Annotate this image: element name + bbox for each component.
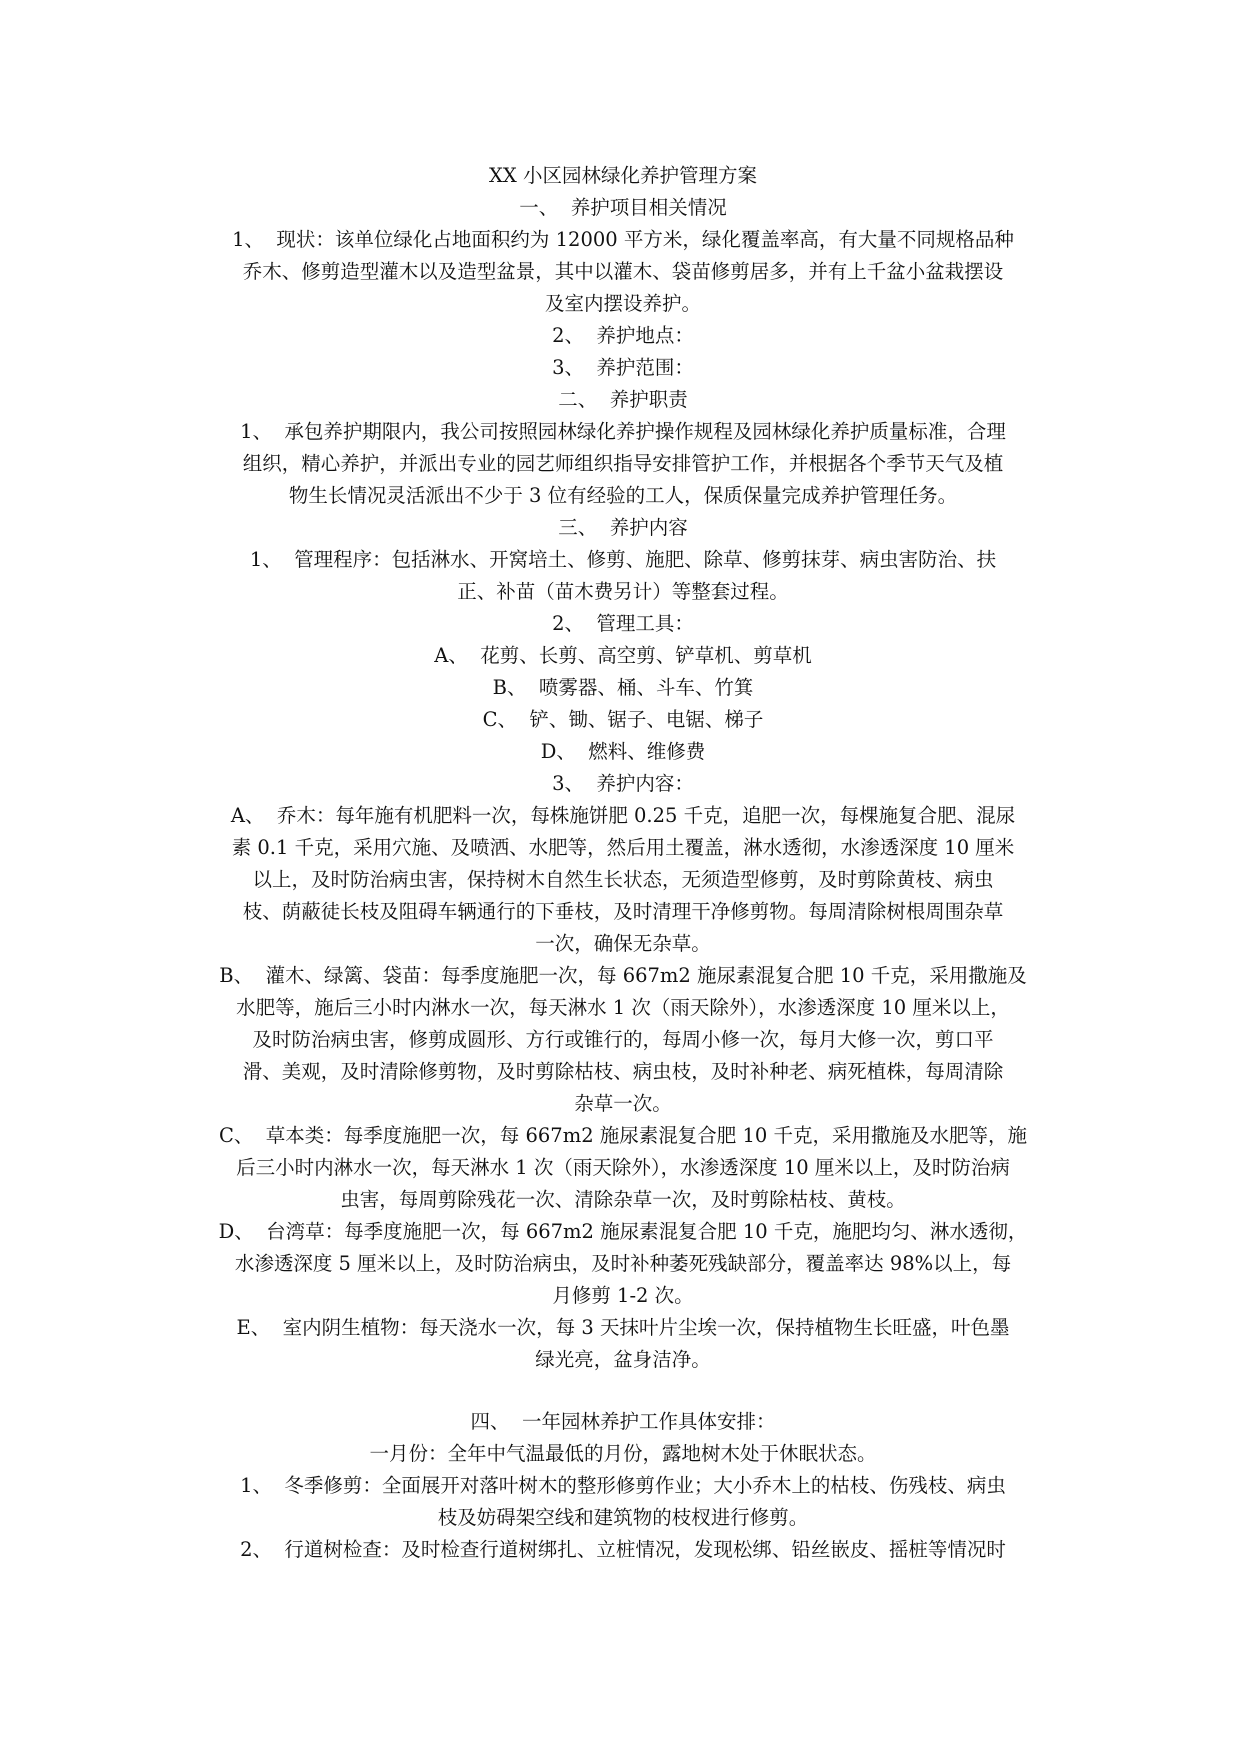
section-heading-2: 二、 养护职责 [558, 388, 688, 411]
text-line: 素 0.1 千克，采用穴施、及喷洒、水肥等，然后用土覆盖，淋水透彻，水渗透深度 10 厘米 [231, 836, 1015, 859]
text-line: 绿光亮，盆身洁净。 [535, 1348, 711, 1371]
text-line: D、 台湾草：每季度施肥一次，每 667m2 施尿素混复合肥 10 千克，施肥均匀、淋水透彻， [218, 1220, 1028, 1243]
tool-list-item: D、 燃料、维修费 [540, 740, 706, 763]
text-line: 组织，精心养护，并派出专业的园艺师组织指导安排管护工作，并根据各个季节天气及植 [242, 452, 1004, 475]
text-line: 1、 管理程序：包括淋水、开窝培土、修剪、施肥、除草、修剪抹芽、病虫害防治、扶 [249, 548, 997, 571]
text-line: 物生长情况灵活派出不少于 3 位有经验的工人，保质保量完成养护管理任务。 [288, 484, 958, 507]
text-line: 水渗透深度 5 厘米以上，及时防治病虫，及时补种萎死残缺部分，覆盖率达 98%以上，每 [234, 1252, 1012, 1275]
text-line: 3、 养护范围： [552, 356, 694, 379]
text-line: 后三小时内淋水一次，每天淋水 1 次（雨天除外），水渗透深度 10 厘米以上，及时防治病 [236, 1156, 1010, 1179]
text-line: 枝及妨碍架空线和建筑物的枝杈进行修剪。 [437, 1506, 809, 1529]
text-line: 及时防治病虫害，修剪成圆形、方行或锥行的，每周小修一次，每月大修一次，剪口平 [252, 1028, 994, 1051]
text-line: 及室内摆设养护。 [544, 292, 701, 315]
text-line: 2、 管理工具： [552, 612, 694, 635]
text-line: C、 草本类：每季度施肥一次，每 667m2 施尿素混复合肥 10 千克，采用撒施及水肥等，施 [218, 1124, 1028, 1147]
document-title: XX 小区园林绿化养护管理方案 [489, 164, 757, 187]
text-line: 水肥等，施后三小时内淋水一次，每天淋水 1 次（雨天除外），水渗透深度 10 厘米以上， [236, 996, 1010, 1019]
text-line: 1、 现状：该单位绿化占地面积约为 12000 平方米，绿化覆盖率高，有大量不同规格品种 [232, 228, 1014, 251]
section-heading-1: 一、 养护项目相关情况 [519, 196, 727, 219]
text-line: 虫害，每周剪除残花一次、清除杂草一次，及时剪除枯枝、黄枝。 [340, 1188, 906, 1211]
tool-list-item: B、 喷雾器、桶、斗车、竹箕 [492, 676, 754, 699]
text-line: 一月份：全年中气温最低的月份，露地树木处于休眠状态。 [369, 1442, 877, 1465]
text-line: 3、 养护内容： [552, 772, 694, 795]
text-line: A、 乔木：每年施有机肥料一次，每株施饼肥 0.25 千克，追肥一次，每棵施复合肥、混尿 [230, 804, 1016, 827]
section-heading-4: 四、 一年园林养护工作具体安排： [470, 1410, 776, 1433]
text-line: E、 室内阴生植物：每天浇水一次，每 3 天抹叶片尘埃一次，保持植物生长旺盛，叶色墨 [236, 1316, 1010, 1339]
text-line: B、 灌木、绿篱、袋苗：每季度施肥一次，每 667m2 施尿素混复合肥 10 千克，采用撒施及 [219, 964, 1027, 987]
section-heading-3: 三、 养护内容 [558, 516, 688, 539]
tool-list-item: A、 花剪、长剪、高空剪、铲草机、剪草机 [434, 644, 812, 667]
text-line: 2、 行道树检查：及时检查行道树绑扎、立桩情况，发现松绑、铅丝嵌皮、摇桩等情况时 [240, 1538, 1006, 1561]
tool-list-item: C、 铲、锄、锯子、电锯、梯子 [482, 708, 764, 731]
text-line: 正、补苗（苗木费另计）等整套过程。 [457, 580, 789, 603]
paragraph-spacer [190, 1376, 1056, 1406]
text-line: 月修剪 1-2 次。 [552, 1284, 694, 1307]
text-line: 2、 养护地点： [552, 324, 694, 347]
text-line: 1、 承包养护期限内，我公司按照园林绿化养护操作规程及园林绿化养护质量标准，合理 [240, 420, 1006, 443]
text-line: 枝、荫蔽徒长枝及阻碍车辆通行的下垂枝，及时清理干净修剪物。每周清除树根周围杂草 [242, 900, 1004, 923]
document-page [190, 160, 1056, 1566]
text-line: 1、 冬季修剪：全面展开对落叶树木的整形修剪作业；大小乔木上的枯枝、伤残枝、病虫 [240, 1474, 1006, 1497]
text-line: 一次，确保无杂草。 [535, 932, 711, 955]
text-line: 滑、美观，及时清除修剪物，及时剪除枯枝、病虫枝，及时补种老、病死植株，每周清除 [242, 1060, 1004, 1083]
text-line: 以上，及时防治病虫害，保持树木自然生长状态，无须造型修剪，及时剪除黄枝、病虫 [252, 868, 994, 891]
text-line: 乔木、修剪造型灌木以及造型盆景，其中以灌木、袋苗修剪居多，并有上千盆小盆栽摆设 [242, 260, 1004, 283]
text-line: 杂草一次。 [574, 1092, 672, 1115]
